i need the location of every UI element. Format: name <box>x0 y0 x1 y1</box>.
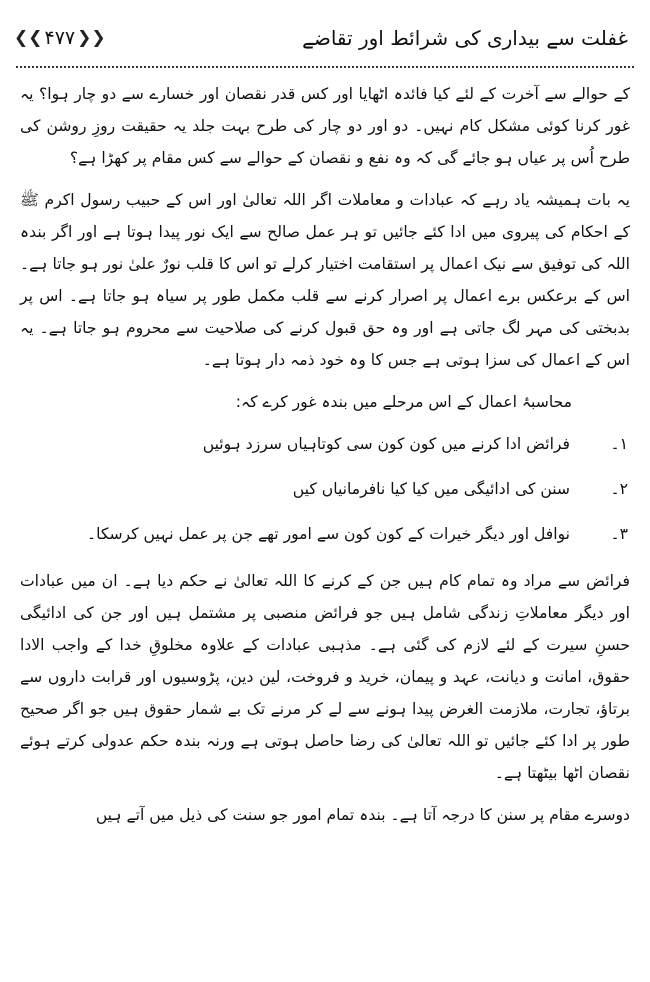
list-item <box>20 467 630 512</box>
page-number-block <box>14 27 106 49</box>
paragraph-4: دوسرے مقام پر سنن کا درجہ آتا ہے۔ بندہ تمام امور جو سنت کی ذیل میں آتے ہیں <box>95 806 630 824</box>
page-number: ۴۷۷ <box>44 27 76 49</box>
list-item-text: نوافل اور دیگر خیرات کے کون کون سے امور تھے جن پر عمل نہیں کرسکا۔ <box>86 525 570 543</box>
list-item <box>20 512 630 557</box>
paragraph-2: یہ بات ہمیشہ یاد رہے کہ عبادات و معاملات اگر اللہ تعالیٰ اور اس کے حبیب رسول اکرم ﷺ کے احکام کی پیروی میں ادا کئے جائیں تو ہر عمل صالح سے ایک نور پیدا ہوتا ہے اور اگر بندہ اللہ کی توفیق سے نیک اعمال پر استقامت اختیار کرلے تو اس کا قلب نورٌ علیٰ نور ہو جاتا ہے۔ اس کے برعکس برے اعمال پر اصرار کرنے سے قلب مکمل طور پر سیاہ ہو جاتا ہے۔ اس پر بدبختی کی مہر لگ جاتی ہے اور وہ حق قبول کرنے کی صلاحیت سے محروم ہو جاتا ہے۔ یہ اس کے اعمال کی سزا ہوتی ہے جس کا وہ خود ذمہ دار ہوتا ہے۔ <box>20 191 630 369</box>
list-item-text: فرائض ادا کرنے میں کون کون سی کوتاہیاں سرزد ہوئیں <box>202 435 570 453</box>
header-divider <box>16 66 634 68</box>
page-header <box>14 18 628 58</box>
body-text <box>20 78 630 843</box>
list-item-text: سنن کی ادائیگی میں کیا کیا نافرمانیاں کیں <box>292 480 570 498</box>
running-title: غفلت سے بیداری کی شرائط اور تقاضے <box>302 26 628 50</box>
paragraph-3: فرائض سے مراد وہ تمام کام ہیں جن کے کرنے کا اللہ تعالیٰ نے حکم دیا ہے۔ ان میں عبادات اور دیگر معاملاتِ زندگی شامل ہیں جو فرائض منصبی پر مشتمل ہیں اور جن کی ادائیگی حسنِ سیرت کے لئے لازم کی گئی ہے۔ مذہبی عبادات کے علاوہ مخلوقِ خدا کے واجب الادا حقوق، امانت و دیانت، عہد و پیمان، خرید و فروخت، لین دین، پڑوسیوں اور قرابت داروں سے برتاؤ، تجارت، ملازمت الغرض پیدا ہونے سے لے کر مرنے تک بے شمار حقوق ہیں جو اگر صحیح طور پر ادا کئے جائیں تو اللہ تعالیٰ کی رضا حاصل ہوتی ہے ورنہ بندہ حکم عدولی کرتے ہوئے نقصان اٹھا بیٹھتا ہے۔ <box>20 572 630 782</box>
paragraph-1: کے حوالے سے آخرت کے لئے کیا فائدہ اٹھایا اور کس قدر نقصان اور خسارے سے دو چار ہوا؟ یہ غور کرنا کوئی مشکل کام نہیں۔ دو اور دو چار کی طرح بہت جلد یہ حقیقت روزِ روشن کی طرح اُس پر عیاں ہو جائے گی کہ وہ نفع و نقصان کے حوالے سے کس مقام پر کھڑا ہے؟ <box>20 85 630 167</box>
ornament-right-icon: ❯❯ <box>77 28 106 48</box>
list-marker: ٣۔ <box>610 525 628 543</box>
list-intro: محاسبۂ اعمال کے اس مرحلے میں بندہ غور کرے کہ: <box>235 393 572 411</box>
ornament-left-icon: ❮❮ <box>14 28 43 48</box>
checklist <box>20 422 630 557</box>
list-marker: ٢۔ <box>610 480 628 498</box>
list-marker: ١۔ <box>610 435 628 453</box>
list-item <box>20 422 630 467</box>
